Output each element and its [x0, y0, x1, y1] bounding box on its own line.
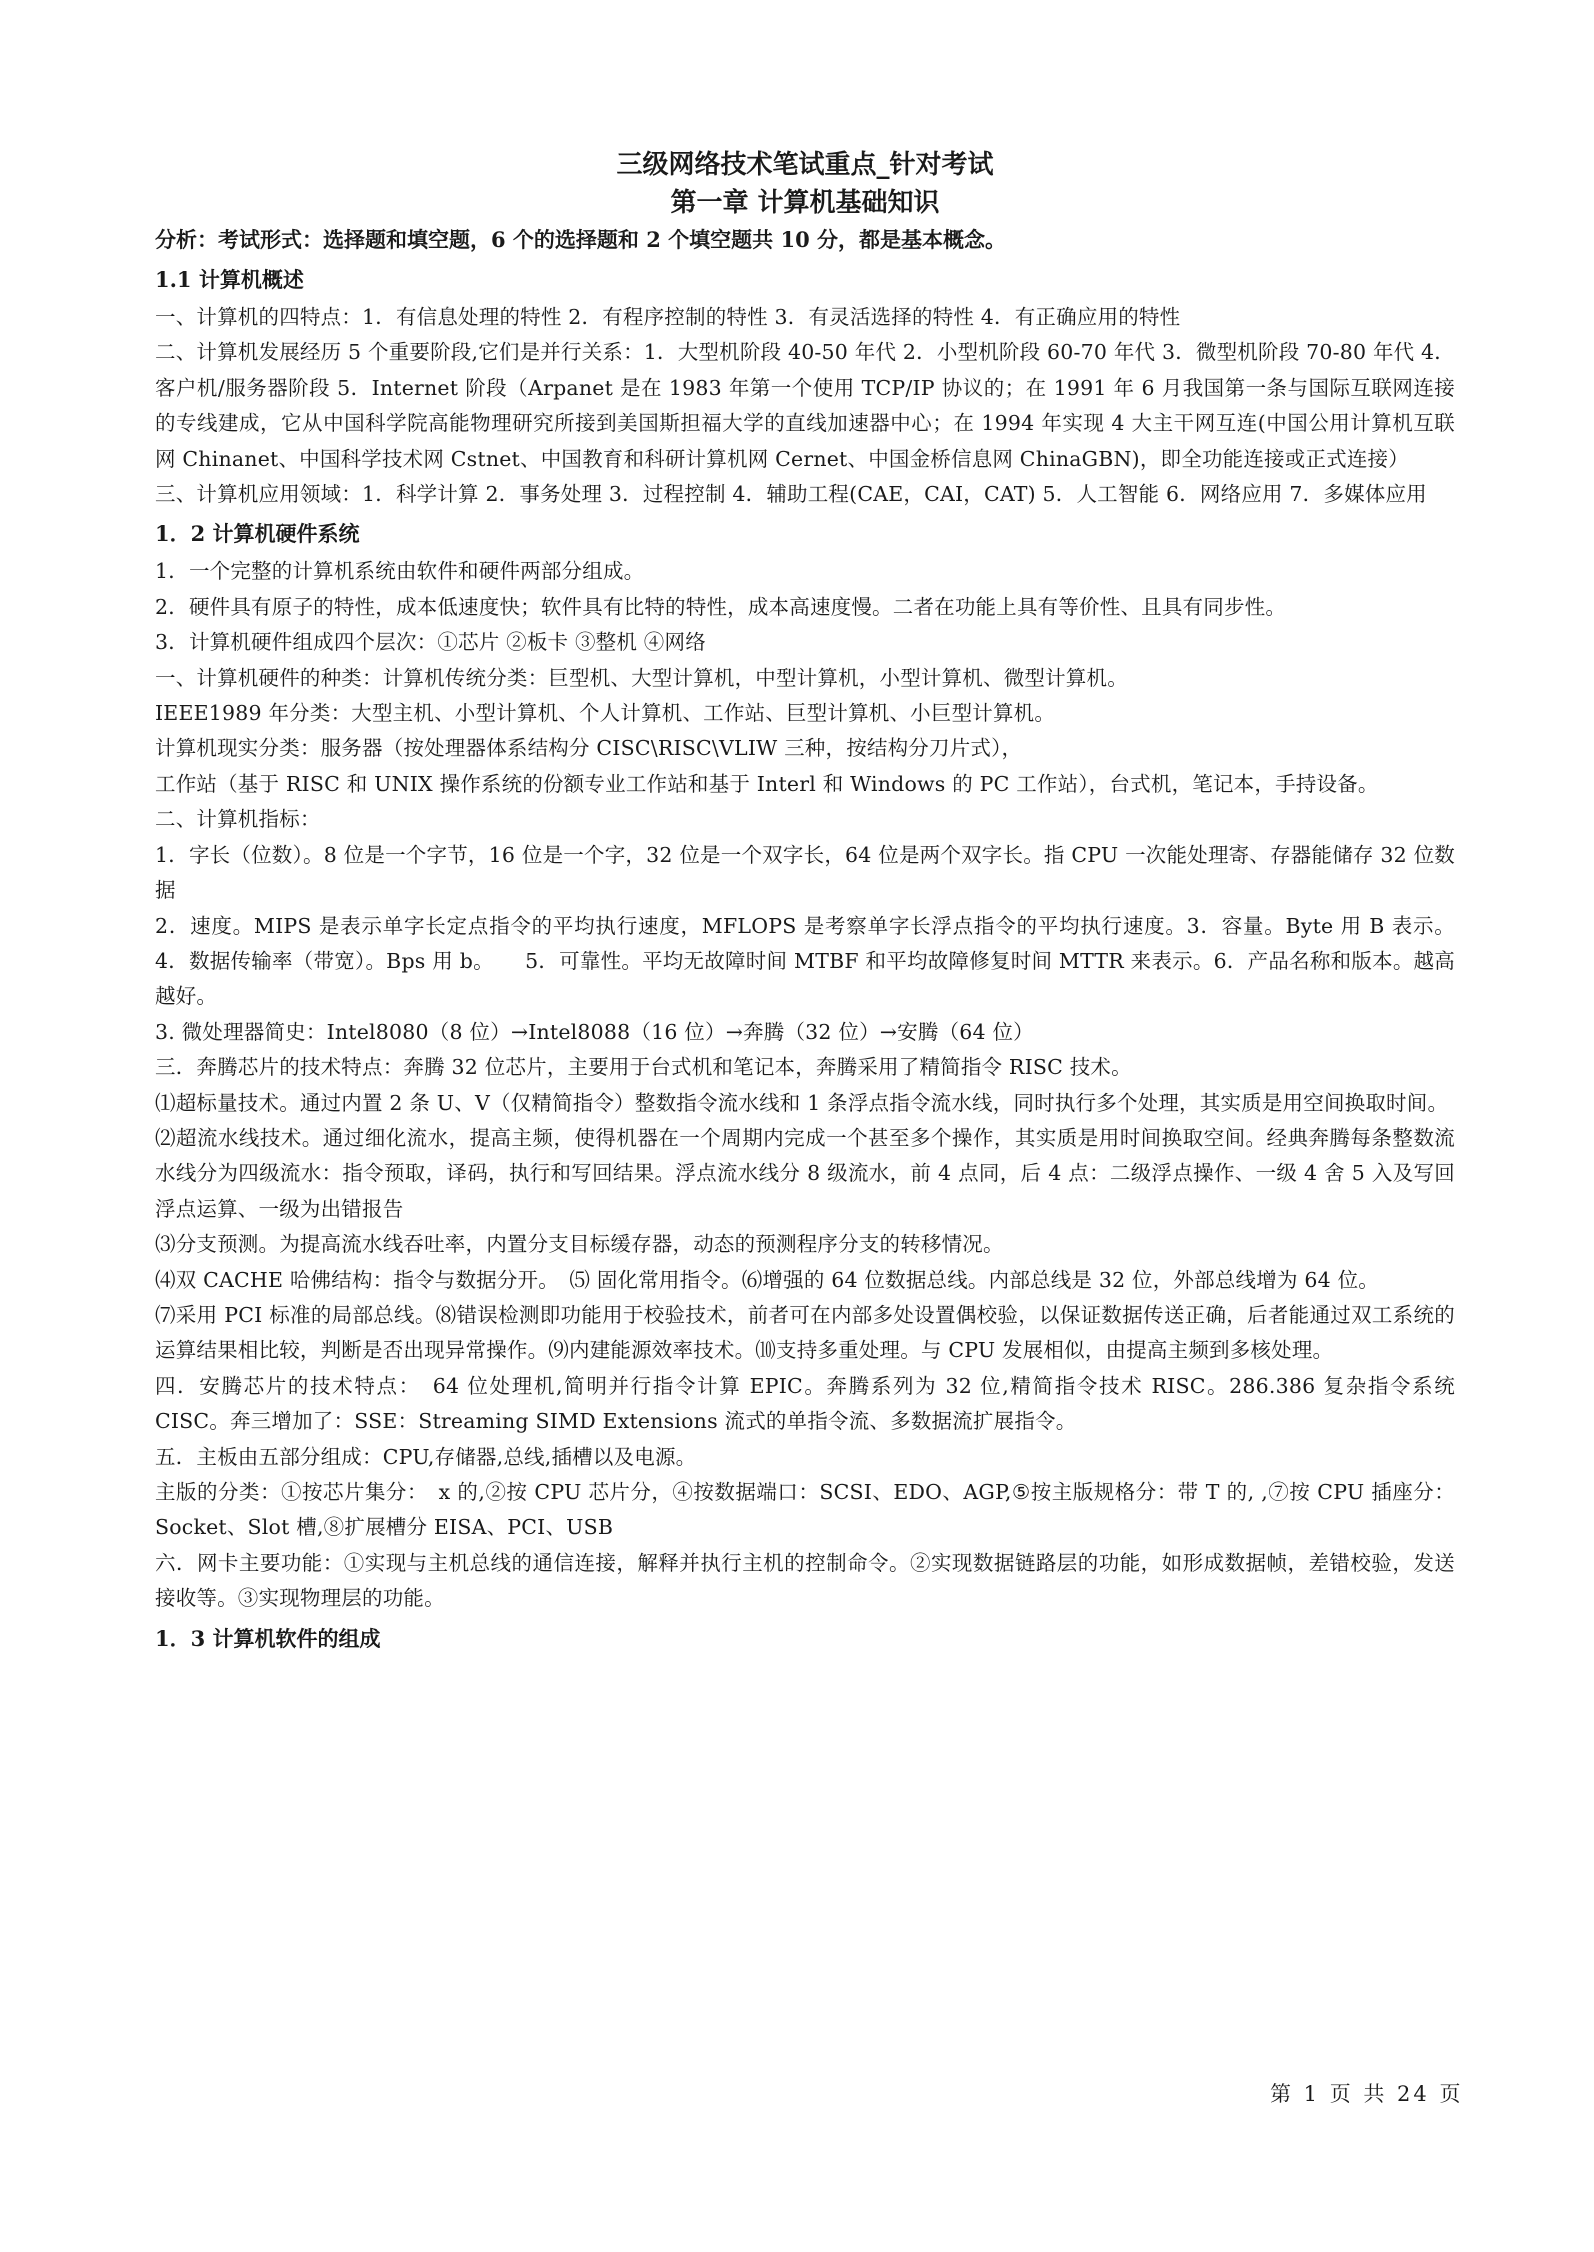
paragraph: IEEE1989 年分类：大型主机、小型计算机、个人计算机、工作站、巨型计算机、小巨型计算机。 — [155, 701, 1056, 726]
paragraph: 1．一个完整的计算机系统由软件和硬件两部分组成。 — [155, 559, 645, 584]
paragraph: 1．字长（位数）。8 位是一个字节，16 位是一个字，32 位是一个双字长，64 位是两个双字长。指 CPU 一次能处理寄、存器能储存 32 位数据 — [155, 842, 1455, 903]
paragraph: 二、计算机指标： — [155, 807, 321, 832]
document-page — [155, 146, 1455, 1659]
paragraph: 三．奔腾芯片的技术特点：奔腾 32 位芯片，主要用于台式机和笔记本，奔腾采用了精简指令 RISC 技术。 — [155, 1055, 1132, 1080]
chapter-title: 第一章 计算机基础知识 — [670, 188, 940, 218]
section-heading: 1.1 计算机概述 — [155, 267, 304, 292]
paragraph: 工作站（基于 RISC 和 UNIX 操作系统的份额专业工作站和基于 Interl 和 Windows 的 PC 工作站），台式机，笔记本，手持设备。 — [155, 771, 1379, 796]
paragraph: 二、计算机发展经历 5 个重要阶段,它们是并行关系：1．大型机阶段 40-50 年代 2．小型机阶段 60-70 年代 3．微型机阶段 70-80 年代 4．客户机/服务器阶段 5．Internet 阶段（Arpanet 是在 1983 年第一个使用 TCP/IP 协议的；在 1991 年 6 月我国第一条与国际互联网连接的专线建成，它从中国科学院高能物理研究所接到美国斯担福大学的直线加速器中心；在 1994 年实现 4 大主干网互连(中国公用计算机互联网 Chinanet、中国科学技术网 Cstnet、中国教育和科研计算机网 Cernet、中国金桥信息网 ChinaGBN)，即全功能连接或正式连接） — [155, 340, 1455, 471]
paragraph: ⑴超标量技术。通过内置 2 条 U、V（仅精简指令）整数指令流水线和 1 条浮点指令流水线，同时执行多个处理，其实质是用空间换取时间。 — [155, 1090, 1449, 1115]
paragraph: ⑷双 CACHE 哈佛结构：指令与数据分开。 ⑸ 固化常用指令。⑹增强的 64 位数据总线。内部总线是 32 位，外部总线增为 64 位。 — [155, 1267, 1379, 1292]
paragraph: 主版的分类：①按芯片集分： x 的,②按 CPU 芯片分，④按数据端口：SCSI、EDO、AGP,⑤按主版规格分：带 T 的, ,⑦按 CPU 插座分：Socket、Slot 槽,⑧扩展槽分 EISA、PCI、USB — [155, 1480, 1455, 1540]
section-1-3 — [155, 1621, 1455, 1657]
paragraph: 3. 微处理器简史：Intel8080（8 位）→Intel8088（16 位）→奔腾（32 位）→安腾（64 位） — [155, 1019, 1034, 1044]
paragraph: 四．安腾芯片的技术特点： 64 位处理机,简明并行指令计算 EPIC。奔腾系列为 32 位,精简指令技术 RISC。286.386 复杂指令系统 CISC。奔三增加了：SSE：Streaming SIMD Extensions 流式的单指令流、多数据流扩展指令。 — [155, 1373, 1455, 1434]
section-1-2 — [155, 516, 1455, 1616]
paragraph: ⑵超流水线技术。通过细化流水，提高主频，使得机器在一个周期内完成一个甚至多个操作，其实质是用时间换取空间。经典奔腾每条整数流水线分为四级流水：指令预取，译码，执行和写回结果。浮点流水线分 8 级流水，前 4 点同，后 4 点：二级浮点操作、一级 4 舍 5 入及写回浮点运算、一级为出错报告 — [155, 1125, 1455, 1221]
paragraph: 一、计算机硬件的种类：计算机传统分类：巨型机、大型计算机，中型计算机，小型计算机、微型计算机。 — [155, 665, 1128, 690]
paragraph: 3．计算机硬件组成四个层次：①芯片 ②板卡 ③整机 ④网络 — [155, 630, 706, 655]
section-heading: 1．3 计算机软件的组成 — [155, 1625, 381, 1651]
paragraph: 五．主板由五部分组成：CPU,存储器,总线,插槽以及电源。 — [155, 1444, 697, 1469]
page-number: 第 1 页 共 24 页 — [1270, 2082, 1464, 2106]
paragraph: ⑶分支预测。为提高流水线吞吐率，内置分支目标缓存器，动态的预测程序分支的转移情况。 — [155, 1232, 1004, 1257]
section-heading: 1．2 计算机硬件系统 — [155, 521, 360, 547]
section-1-1 — [155, 262, 1455, 512]
paragraph: 2．硬件具有原子的特性，成本低速度快；软件具有比特的特性，成本高速度慢。二者在功能上具有等价性、且具有同步性。 — [155, 594, 1287, 619]
paragraph: 三、计算机应用领域：1．科学计算 2．事务处理 3．过程控制 4．辅助工程(CAE，CAI，CAT) 5．人工智能 6．网络应用 7．多媒体应用 — [155, 482, 1427, 507]
paragraph: ⑺采用 PCI 标准的局部总线。⑻错误检测即功能用于校验技术，前者可在内部多处设置偶校验，以保证数据传送正确，后者能通过双工系统的运算结果相比较，判断是否出现异常操作。⑼内建能源效率技术。⑽支持多重处理。与 CPU 发展相似，由提高主频到多核处理。 — [155, 1302, 1455, 1363]
paragraph: 六．网卡主要功能：①实现与主机总线的通信连接，解释并执行主机的控制命令。②实现数据链路层的功能，如形成数据帧，差错校验，发送接收等。③实现物理层的功能。 — [155, 1550, 1455, 1611]
paragraph: 一、计算机的四特点：1．有信息处理的特性 2．有程序控制的特性 3．有灵活选择的特性 4．有正确应用的特性 — [155, 305, 1181, 329]
paragraph: 2．速度。MIPS 是表示单字长定点指令的平均执行速度，MFLOPS 是考察单字长浮点指令的平均执行速度。3．容量。Byte 用 B 表示。4．数据传输率（带宽）。Bps 用 b。 5．可靠性。平均无故障时间 MTBF 和平均故障修复时间 MTTR 来表示。6．产品名称和版本。越高越好。 — [155, 913, 1455, 1009]
document-title: 三级网络技术笔试重点_针对考试 — [616, 150, 994, 180]
paragraph: 计算机现实分类：服务器（按处理器体系结构分 CISC\RISC\VLIW 三种，按结构分刀片式）， — [155, 736, 1023, 761]
analysis-note: 分析：考试形式：选择题和填空题，6 个的选择题和 2 个填空题共 10 分，都是基本概念。 — [155, 227, 1006, 252]
